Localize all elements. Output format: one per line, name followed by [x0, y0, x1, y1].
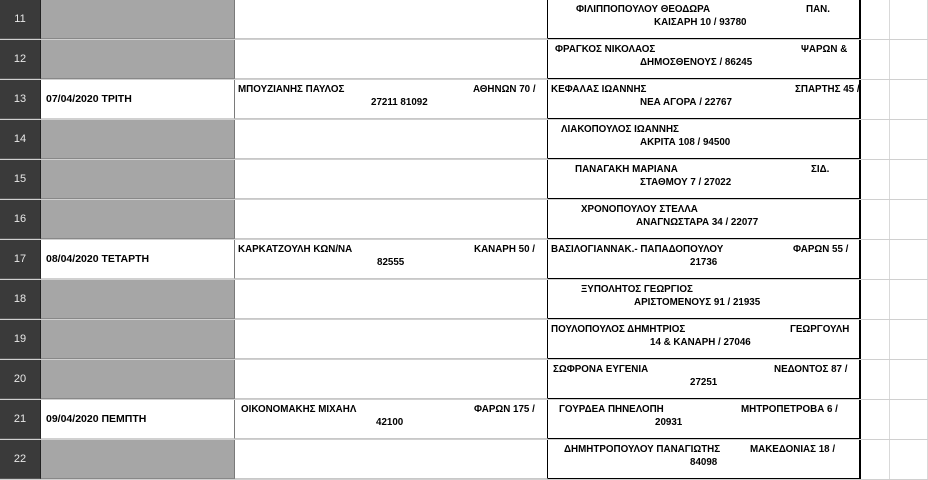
pharmacy-name: ΟΙΚΟΝΟΜΑΚΗΣ ΜΙΧΑΗΛ	[241, 404, 357, 415]
cell[interactable]	[235, 160, 548, 199]
phone: 42100	[376, 417, 404, 428]
pharmacy-name: ΜΠΟΥΖΙΑΝΗΣ ΠΑΥΛΟΣ	[238, 84, 345, 95]
table-row	[0, 280, 928, 320]
row-header[interactable]: 19	[0, 320, 41, 359]
pharmacy-name: ΔΗΜΗΤΡΟΠΟΥΛΟΥ ΠΑΝΑΓΙΩΤΗΣ	[564, 444, 721, 455]
row-header[interactable]: 15	[0, 160, 41, 199]
date-cell[interactable]	[41, 360, 235, 399]
address-phone: 84098	[690, 457, 718, 468]
cell[interactable]	[235, 360, 548, 399]
pharmacy-cell[interactable]	[235, 80, 548, 119]
address-part: ΑΘΗΝΩΝ 70 /	[473, 84, 536, 95]
date-cell[interactable]	[41, 200, 235, 239]
address-phone: 14 & ΚΑΝΑΡΗ / 27046	[650, 337, 751, 348]
address-phone: ΚΑΙΣΑΡΗ 10 / 93780	[654, 17, 747, 28]
cell[interactable]	[235, 440, 548, 479]
date-label: 09/04/2020 ΠΕΜΠΤΗ	[46, 413, 147, 425]
pharmacy-name: ΛΙΑΚΟΠΟΥΛΟΣ ΙΩΑΝΝΗΣ	[561, 124, 679, 135]
table-row	[0, 360, 928, 400]
date-cell[interactable]	[41, 120, 235, 159]
pharmacy-name: ΦΡΑΓΚΟΣ ΝΙΚΟΛΑΟΣ	[555, 44, 656, 55]
date-label: 07/04/2020 ΤΡΙΤΗ	[46, 93, 132, 105]
pharmacy-name: ΓΟΥΡΔΕΑ ΠΗΝΕΛΟΠΗ	[559, 404, 664, 415]
date-cell[interactable]	[41, 240, 235, 279]
table-row	[0, 240, 928, 280]
address-part: ΦΑΡΩΝ 175 /	[474, 404, 535, 415]
row-header[interactable]: 16	[0, 200, 41, 239]
row-header[interactable]: 11	[0, 0, 41, 39]
pharmacy-name: ΞΥΠΟΛΗΤΟΣ ΓΕΩΡΓΙΟΣ	[581, 284, 693, 295]
pharmacy-name: ΚΕΦΑΛΑΣ ΙΩΑΝΝΗΣ	[551, 84, 647, 95]
date-label: 08/04/2020 ΤΕΤΑΡΤΗ	[46, 253, 150, 265]
address-phone: 20931	[655, 417, 683, 428]
cell[interactable]	[235, 320, 548, 359]
address-phone: 21736	[690, 257, 718, 268]
cell[interactable]	[235, 0, 548, 39]
pharmacy-cell[interactable]	[548, 360, 861, 399]
date-cell[interactable]	[41, 320, 235, 359]
pharmacy-cell[interactable]	[548, 160, 861, 199]
pharmacy-cell[interactable]	[548, 0, 861, 39]
pharmacy-name: ΚΑΡΚΑΤΖΟΥΛΗ ΚΩΝ/ΝΑ	[238, 244, 353, 255]
pharmacy-cell[interactable]	[548, 240, 861, 279]
address-phone: ΑΚΡΙΤΑ 108 / 94500	[640, 137, 731, 148]
row-header[interactable]: 21	[0, 400, 41, 439]
pharmacy-cell[interactable]	[548, 80, 861, 119]
row-header[interactable]: 12	[0, 40, 41, 79]
address-phone: ΔΗΜΟΣΘΕΝΟΥΣ / 86245	[640, 57, 753, 68]
address-phone: ΝΕΑ ΑΓΟΡΑ / 22767	[640, 97, 732, 108]
row-header[interactable]: 13	[0, 80, 41, 119]
address-part: ΠΑΝ.	[806, 4, 830, 15]
address-part: ΜΗΤΡΟΠΕΤΡΟΒΑ 6 /	[741, 404, 838, 415]
pharmacy-cell[interactable]	[548, 280, 861, 319]
address-part: ΓΕΩΡΓΟΥΛΗ	[790, 324, 850, 335]
table-row	[0, 120, 928, 160]
pharmacy-cell[interactable]	[235, 240, 548, 279]
pharmacy-cell[interactable]	[548, 40, 861, 79]
row-header[interactable]: 20	[0, 360, 41, 399]
table-row	[0, 440, 928, 480]
pharmacy-cell[interactable]	[548, 200, 861, 239]
pharmacy-name: ΠΟΥΛΟΠΟΥΛΟΣ ΔΗΜΗΤΡΙΟΣ	[551, 324, 686, 335]
table-row	[0, 320, 928, 360]
cell[interactable]	[235, 280, 548, 319]
phone: 82555	[377, 257, 405, 268]
row-header[interactable]: 17	[0, 240, 41, 279]
pharmacy-name: ΧΡΟΝΟΠΟΥΛΟΥ ΣΤΕΛΛΑ	[581, 204, 698, 215]
pharmacy-name: ΣΩΦΡΟΝΑ ΕΥΓΕΝΙΑ	[553, 364, 649, 375]
address-part: ΜΑΚΕΔΟΝΙΑΣ 18 /	[750, 444, 836, 455]
table-row	[0, 400, 928, 440]
address-part: ΚΑΝΑΡΗ 50 /	[474, 244, 535, 255]
date-cell[interactable]	[41, 40, 235, 79]
address-phone: ΑΡΙΣΤΟΜΕΝΟΥΣ 91 / 21935	[634, 297, 761, 308]
row-header[interactable]: 22	[0, 440, 41, 479]
address-part: ΨΑΡΩΝ &	[801, 44, 848, 55]
address-phone: 27251	[690, 377, 718, 388]
pharmacy-name: ΒΑΣΙΛΟΓΙΑΝΝΑΚ.- ΠΑΠΑΔΟΠΟΥΛΟΥ	[551, 244, 724, 255]
pharmacy-name: ΦΙΛΙΠΠΟΠΟΥΛΟΥ ΘΕΟΔΩΡΑ	[576, 4, 711, 15]
table-row	[0, 80, 928, 120]
table-row	[0, 40, 928, 80]
pharmacy-cell[interactable]	[548, 120, 861, 159]
address-part: ΝΕΔΟΝΤΟΣ 87 /	[774, 364, 848, 375]
address-part: ΣΙΔ.	[811, 164, 830, 175]
address-part: ΣΠΑΡΤΗΣ 45 /	[795, 84, 860, 95]
cell[interactable]	[235, 200, 548, 239]
phone: 27211 81092	[371, 97, 428, 108]
address-phone: ΑΝΑΓΝΩΣΤΑΡΑ 34 / 22077	[636, 217, 759, 228]
date-cell[interactable]	[41, 400, 235, 439]
pharmacy-cell[interactable]	[548, 400, 861, 439]
address-part: ΦΑΡΩΝ 55 /	[793, 244, 849, 255]
pharmacy-name: ΠΑΝΑΓΑΚΗ ΜΑΡΙΑΝΑ	[575, 164, 678, 175]
date-cell[interactable]	[41, 160, 235, 199]
cell[interactable]	[235, 120, 548, 159]
table-row	[0, 160, 928, 200]
row-header[interactable]: 14	[0, 120, 41, 159]
cell[interactable]	[235, 40, 548, 79]
pharmacy-cell[interactable]	[548, 440, 861, 479]
date-cell[interactable]	[41, 280, 235, 319]
date-cell[interactable]	[41, 0, 235, 39]
pharmacy-cell[interactable]	[235, 400, 548, 439]
address-phone: ΣΤΑΘΜΟΥ 7 / 27022	[640, 177, 732, 188]
table-row	[0, 200, 928, 240]
date-cell[interactable]	[41, 80, 235, 119]
table-row	[0, 0, 928, 40]
row-header[interactable]: 18	[0, 280, 41, 319]
pharmacy-cell[interactable]	[548, 320, 861, 359]
date-cell[interactable]	[41, 440, 235, 479]
